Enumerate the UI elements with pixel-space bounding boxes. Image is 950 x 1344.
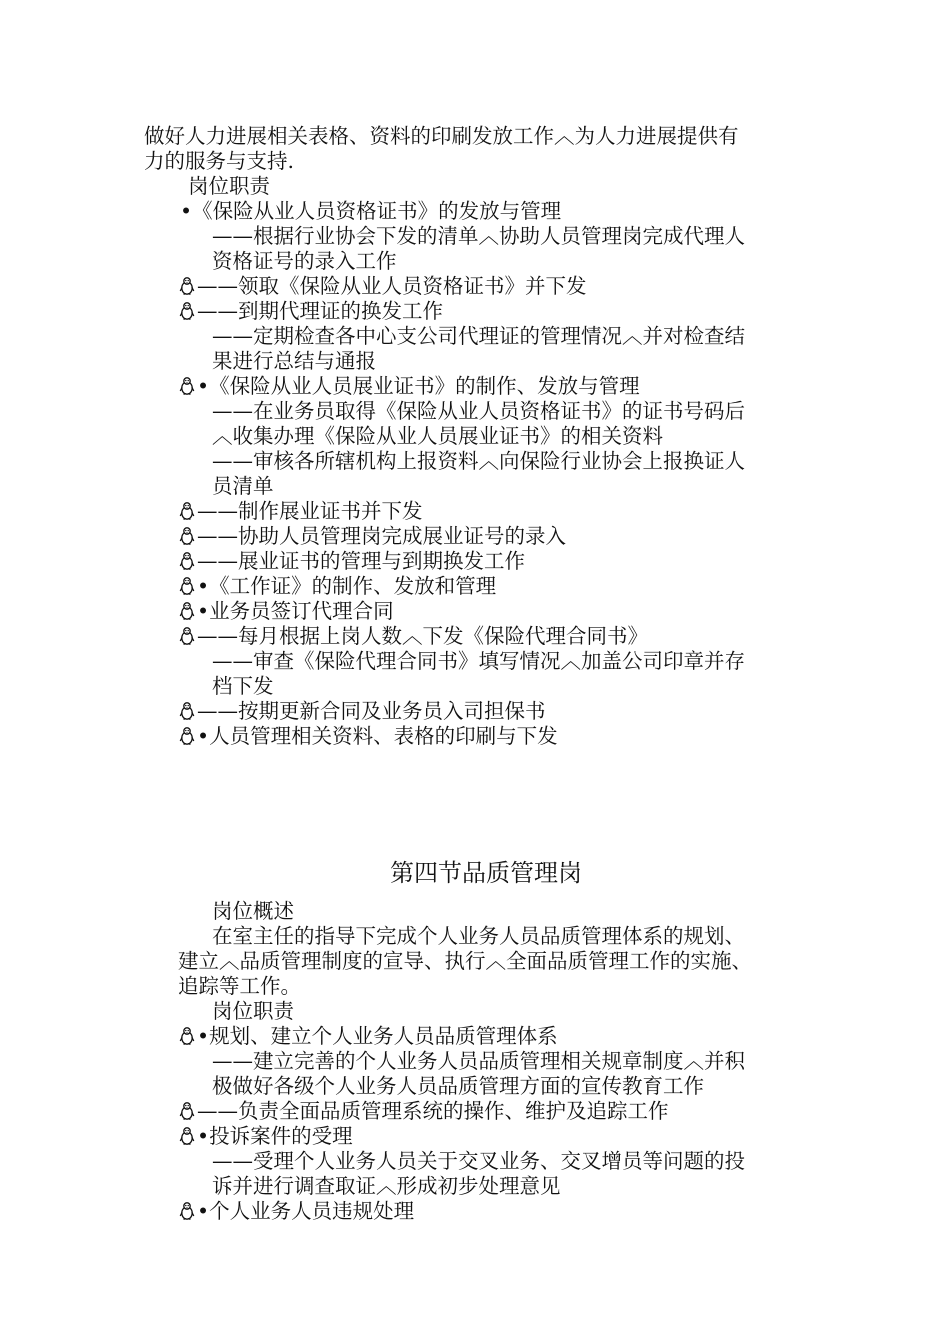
list-text: •个人业务人员违规处理 (197, 1199, 415, 1223)
list-text: ——每月根据上岗人数︿下发《保险代理合同书》 (197, 624, 648, 648)
overview-line: 追踪等工作。 (178, 974, 301, 998)
penguin-icon (178, 501, 197, 521)
penguin-icon (178, 1026, 197, 1046)
penguin-icon (178, 376, 197, 396)
intro-line: 做好人力进展相关表格、资料的印刷发放工作︿为人力进展提供有 (144, 124, 739, 148)
penguin-icon (178, 301, 197, 321)
list-item (178, 374, 640, 399)
list-text: ——按期更新合同及业务员入司担保书 (197, 699, 546, 723)
penguin-icon (178, 1201, 197, 1221)
intro-line: 力的服务与支持. (144, 149, 295, 173)
list-item: 极做好各级个人业务人员品质管理方面的宣传教育工作 (212, 1074, 704, 1098)
list-text: •《保险从业人员展业证书》的制作、发放与管理 (197, 374, 640, 398)
list-item (178, 299, 443, 324)
penguin-icon (178, 701, 197, 721)
list-item (178, 599, 394, 624)
list-item (178, 624, 648, 649)
list-item: 诉并进行调查取证︿形成初步处理意见 (212, 1174, 561, 1198)
list-item: 资格证号的录入工作 (212, 249, 397, 273)
list-item (178, 724, 558, 749)
list-item (178, 499, 423, 524)
penguin-icon (178, 576, 197, 596)
overview-line: 建立︿品质管理制度的宣导、执行︿全面品质管理工作的实施、 (178, 949, 752, 973)
list-item: 档下发 (212, 674, 274, 698)
penguin-icon (178, 526, 197, 546)
list-item: ——受理个人业务人员关于交叉业务、交叉增员等问题的投 (212, 1149, 745, 1173)
list-text: •《工作证》的制作、发放和管理 (197, 574, 497, 598)
penguin-icon (178, 1126, 197, 1146)
penguin-icon (178, 551, 197, 571)
penguin-icon (178, 276, 197, 296)
list-text: ——展业证书的管理与到期换发工作 (197, 549, 525, 573)
list-item: ——定期检查各中心支公司代理证的管理情况︿并对检查结 (212, 324, 745, 348)
list-item: ——审核各所辖机构上报资料︿向保险行业协会上报换证人 (212, 449, 745, 473)
list-text: ——到期代理证的换发工作 (197, 299, 443, 323)
list-text: •业务员签订代理合同 (197, 599, 394, 623)
list-item (178, 574, 496, 599)
list-item: ——在业务员取得《保险从业人员资格证书》的证书号码后 (212, 399, 745, 423)
duty-label: 岗位职责 (212, 999, 294, 1023)
penguin-icon (178, 726, 197, 746)
list-item (178, 1199, 414, 1224)
list-item: 员清单 (212, 474, 274, 498)
list-item (178, 1124, 353, 1149)
list-item (178, 699, 546, 724)
list-item: ——建立完善的个人业务人员品质管理相关规章制度︿并积 (212, 1049, 745, 1073)
list-text: •人员管理相关资料、表格的印刷与下发 (197, 724, 558, 748)
list-text: ——制作展业证书并下发 (197, 499, 423, 523)
list-text: ——协助人员管理岗完成展业证号的录入 (197, 524, 566, 548)
list-text: ——负责全面品质管理系统的操作、维护及追踪工作 (197, 1099, 669, 1123)
penguin-icon (178, 601, 197, 621)
duty-label: 岗位职责 (188, 174, 270, 198)
list-item: ︿收集办理《保险从业人员展业证书》的相关资料 (212, 424, 663, 448)
list-item (178, 1024, 558, 1049)
list-item: •《保险从业人员资格证书》的发放与管理 (180, 199, 562, 223)
list-item (178, 524, 566, 549)
list-text: •投诉案件的受理 (197, 1124, 353, 1148)
list-text: ——领取《保险从业人员资格证书》并下发 (197, 274, 587, 298)
section-title: 第四节品质管理岗 (390, 859, 582, 887)
overview-line: 在室主任的指导下完成个人业务人员品质管理体系的规划、 (212, 924, 745, 948)
overview-label: 岗位概述 (212, 899, 294, 923)
list-item: 果进行总结与通报 (212, 349, 376, 373)
list-item: ——根据行业协会下发的清单︿协助人员管理岗完成代理人 (212, 224, 745, 248)
list-item (178, 1099, 669, 1124)
list-text: •规划、建立个人业务人员品质管理体系 (197, 1024, 558, 1048)
penguin-icon (178, 1101, 197, 1121)
penguin-icon (178, 626, 197, 646)
list-item: ——审查《保险代理合同书》填写情况︿加盖公司印章并存 (212, 649, 745, 673)
list-item (178, 274, 587, 299)
list-item (178, 549, 525, 574)
